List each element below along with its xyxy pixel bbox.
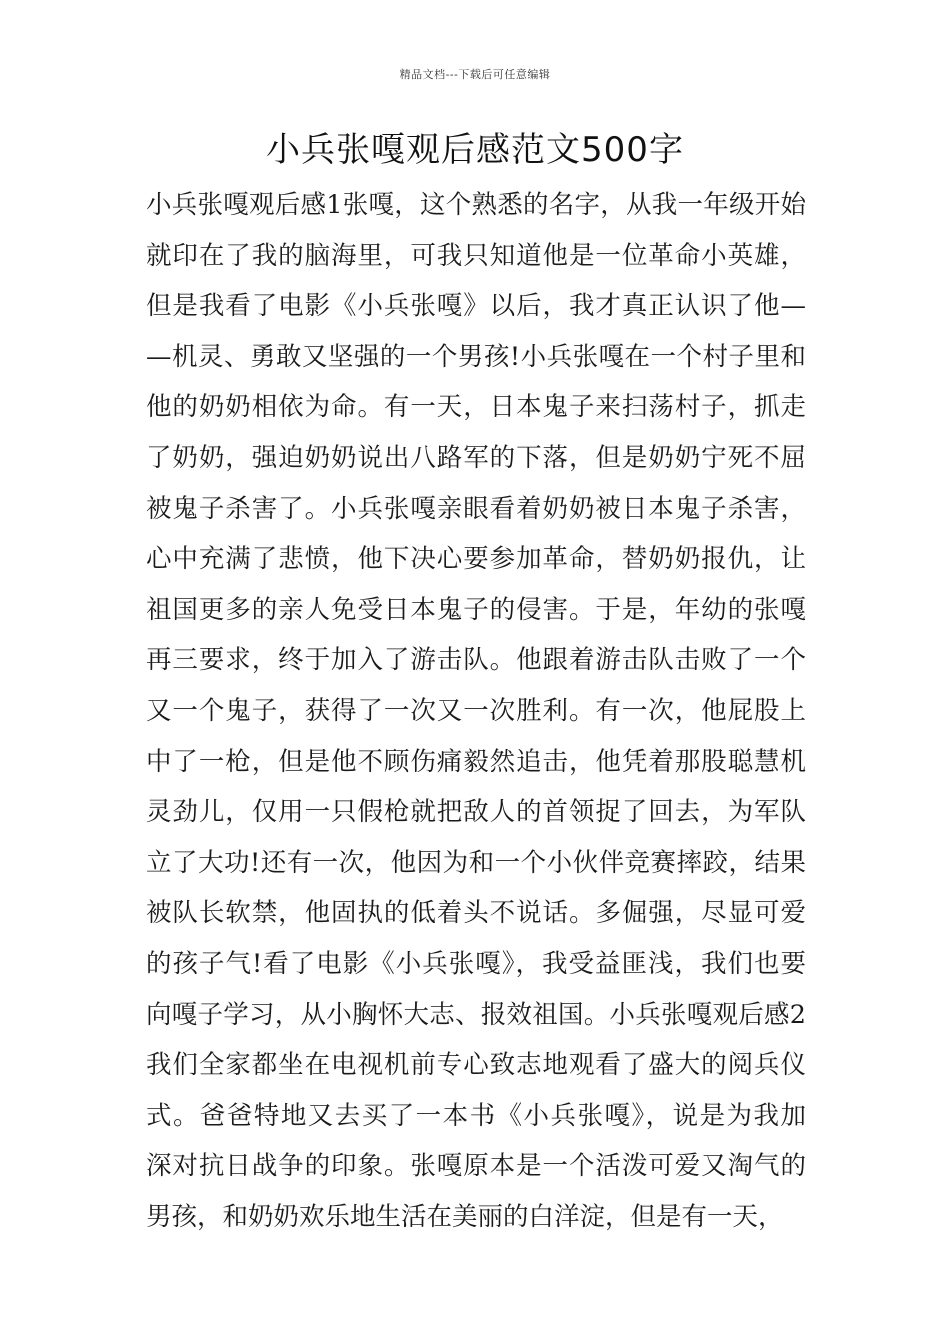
body-line: 了奶奶，强迫奶奶说出八路军的下落，但是奶奶宁死不屈 <box>146 442 806 473</box>
body-line: 的孩子气!看了电影《小兵张嘎》，我受益匪浅，我们也要 <box>146 948 806 979</box>
body-line: 被队长软禁，他固执的低着头不说话。多倔强，尽显可爱 <box>146 898 806 929</box>
body-line: 就印在了我的脑海里，可我只知道他是一位革命小英雄， <box>146 240 806 271</box>
body-line: 式。爸爸特地又去买了一本书《小兵张嘎》，说是为我加 <box>146 1100 806 1131</box>
body-text <box>146 180 806 1242</box>
body-line: 灵劲儿，仅用一只假枪就把敌人的首领捉了回去，为军队 <box>146 797 806 828</box>
body-line: 向嘎子学习，从小胸怀大志、报效祖国。小兵张嘎观后感2 <box>146 999 806 1030</box>
body-line: 心中充满了悲愤，他下决心要参加革命，替奶奶报仇，让 <box>146 544 806 575</box>
body-line: 小兵张嘎观后感1张嘎，这个熟悉的名字，从我一年级开始 <box>146 190 806 220</box>
body-line: 中了一枪，但是他不顾伤痛毅然追击，他凭着那股聪慧机 <box>146 746 806 777</box>
body-line: 他的奶奶相依为命。有一天，日本鬼子来扫荡村子，抓走 <box>146 392 806 423</box>
header-note: 精品文档---下载后可任意编辑 <box>399 68 551 81</box>
body-line: 我们全家都坐在电视机前专心致志地观看了盛大的阅兵仪 <box>146 1050 806 1081</box>
body-line: 深对抗日战争的印象。张嘎原本是一个活泼可爱又淘气的 <box>146 1151 806 1182</box>
body-line: 被鬼子杀害了。小兵张嘎亲眼看着奶奶被日本鬼子杀害， <box>146 493 806 524</box>
body-line: 又一个鬼子，获得了一次又一次胜利。有一次，他屁股上 <box>146 695 806 726</box>
body-line: 祖国更多的亲人免受日本鬼子的侵害。于是，年幼的张嘎 <box>146 594 806 625</box>
body-line: 立了大功!还有一次，他因为和一个小伙伴竞赛摔跤，结果 <box>146 847 806 878</box>
body-line: —机灵、勇敢又坚强的一个男孩!小兵张嘎在一个村子里和 <box>146 341 806 372</box>
body-line: 男孩，和奶奶欢乐地生活在美丽的白洋淀，但是有一天， <box>146 1201 784 1232</box>
page-title: 小兵张嘎观后感范文500字 <box>266 130 684 170</box>
body-line: 但是我看了电影《小兵张嘎》以后，我才真正认识了他— <box>146 291 806 322</box>
body-line: 再三要求，终于加入了游击队。他跟着游击队击败了一个 <box>146 645 806 676</box>
